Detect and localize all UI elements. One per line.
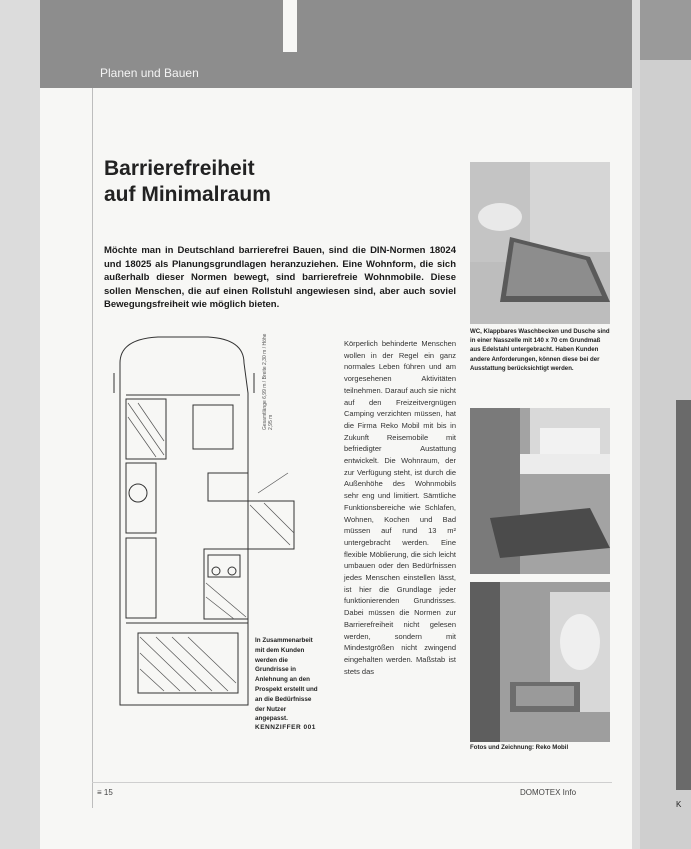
- photo-wetroom: [470, 162, 610, 324]
- margin-rule: [92, 88, 93, 808]
- article-title: [104, 156, 271, 208]
- adjacent-page-header: [640, 0, 691, 60]
- adjacent-page: [640, 0, 691, 849]
- title-line-2: auf Minimalraum: [104, 183, 271, 206]
- magazine-name: DOMOTEX Info: [520, 788, 577, 797]
- footer-rule: [92, 782, 612, 783]
- photo-credit: Fotos und Zeichnung: Reko Mobil: [470, 744, 569, 751]
- photo-caption-wetroom: WC, Klappbares Waschbecken und Dusche sind in einer Nasszelle mit 140 x 70 cm Grundmaß aus Edelstahl untergebracht. Haben Kunden andere Anforderungen, können diese bei der Ausstattung berücksichtigt werden.: [470, 328, 610, 372]
- reference-code: KENNZIFFER 001: [255, 724, 316, 731]
- photo-washbasin: [470, 408, 610, 574]
- adjacent-page-photo: [676, 400, 691, 790]
- page-number: ≡ 15: [97, 788, 113, 797]
- floor-plan-caption: In Zusammenarbeit mit dem Kunden werden die Grundrisse in Anlehnung an den Prospekt erstellt und an die Bedürfnisse der Nutzer angepasst.: [255, 637, 318, 723]
- section-label: Planen und Bauen: [100, 66, 199, 80]
- plan-dimension-note: Gesamtlänge 6,99 m / Breite 2,30 m / Höhe 2,95 m: [262, 333, 274, 430]
- adjacent-page-letter: K: [676, 800, 682, 809]
- photo-bathroom: [470, 582, 610, 742]
- header-tab: [283, 0, 297, 52]
- article-lead: Möchte man in Deutschland barrierefrei Bauen, sind die DIN-Normen 18024 und 18025 als Planungsgrundlagen heranzuziehen. Eine Wohnform, die sich außerhalb dieser Normen bewegt, sind barrierefreie Wohnmobile. Diese sollen Menschen, die auf einen Rollstuhl angewiesen sind, aber auch soviel Bewegungsfreiheit wie möglich bieten.: [104, 245, 456, 310]
- article-body: Körperlich behinderte Menschen wollen in der Regel ein ganz normales Leben führen und am vorgesehenen Aktivitäten teilnehmen. Darauf auch sie nicht auf den Freizeitvergnügen Camping verzichten müssen, hat die Firma Reko Mobil mit bis in Zukunft Reisemobile mit befriedigter Austattung entwickelt. Die Wohnraum, der zur Verfügung steht, ist durch die Außenhöhe des Wohnmobils sehr eng und limitiert. Sämtliche Funktionsbereiche wie Schlafen, Wohnen, Kochen und Bad müssen auf rund 13 m² untergebracht werden. Eine flexible Möblierung, die sich leicht umbauen oder den Bedürfnissen jedes Menschen einstellen lässt, ist hier die Grundlage jeder funktionierenden Grundrisses. Dabei müssen die Normen zur Barrierefreiheit nicht gelesen werden, sondern mit Mindestgrößen nicht zwingend eingehalten werden. Maßstab ist stets das: [344, 339, 456, 676]
- title-line-1: Barrierefreiheit: [104, 157, 255, 180]
